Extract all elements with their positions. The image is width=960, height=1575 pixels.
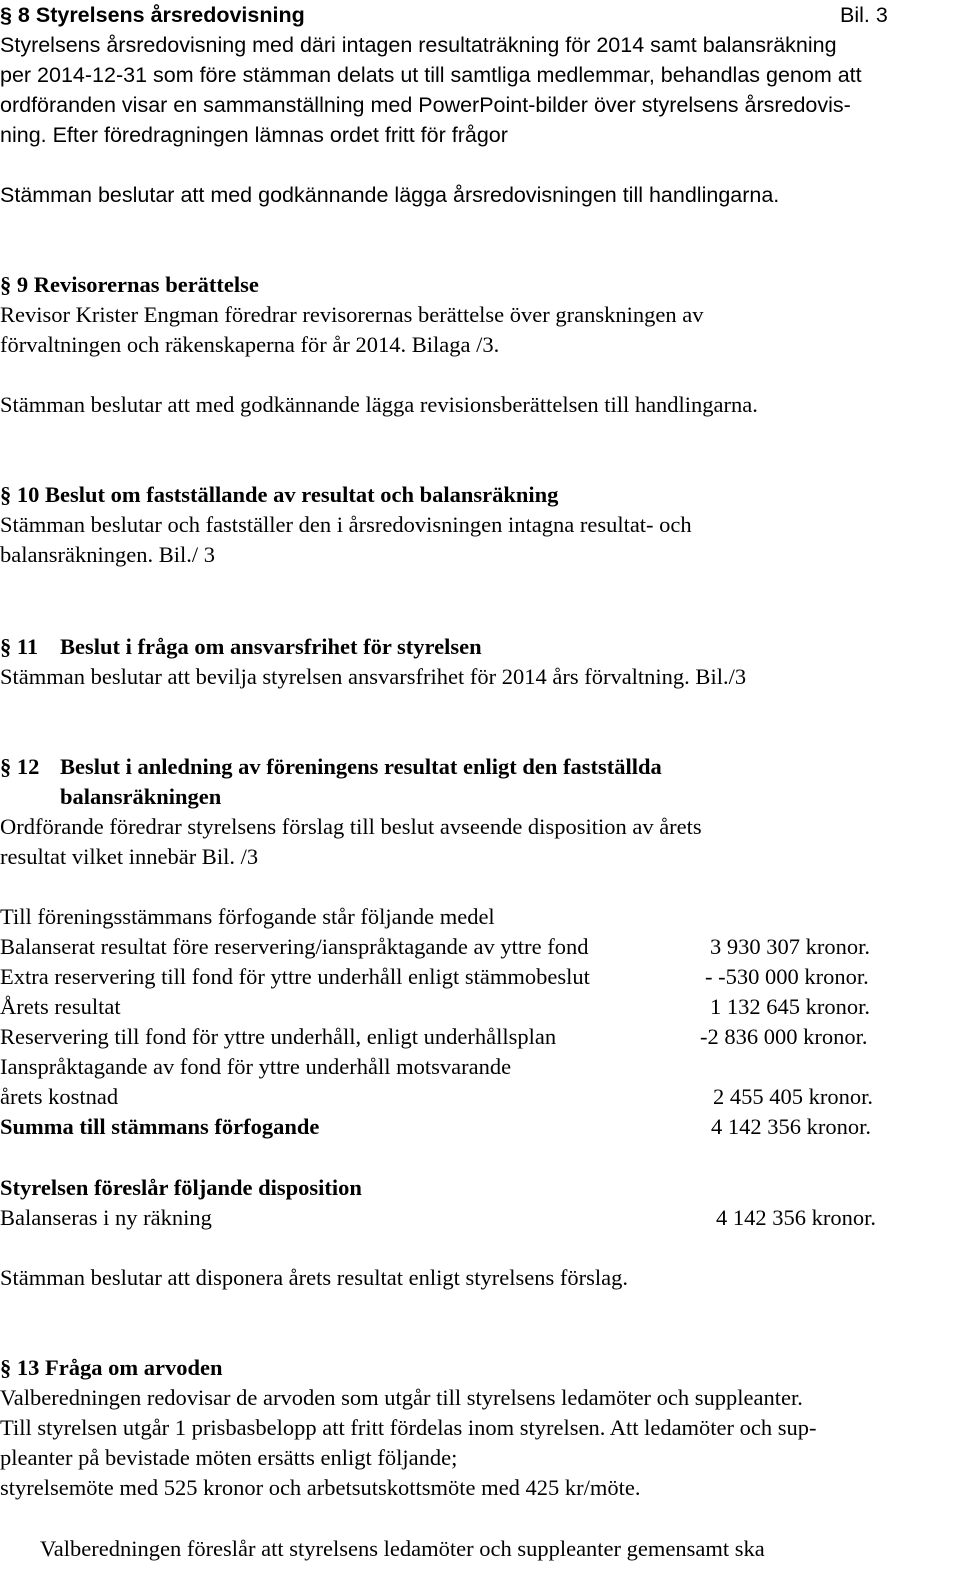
section-8-decision: Stämman beslutar att med godkännande lägga årsredovisningen till handlingarna. (0, 183, 780, 207)
section-12-title: Beslut i anledning av föreningens resultat enligt den fastställda (60, 754, 662, 779)
funds-row-label: årets kostnad (0, 1084, 119, 1109)
section-8-text-line: per 2014-12-31 som före stämman delats ut till samtliga medlemmar, behandlas genom att (0, 63, 862, 87)
section-9-text-line: förvaltningen och räkenskaperna för år 2014. Bilaga /3. (0, 332, 500, 357)
section-8-text-line: Styrelsens årsredovisning med däri intagen resultaträkning för 2014 samt balansräkning (0, 33, 837, 57)
section-13-text-line: pleanter på bevistade möten ersätts enligt följande; (0, 1445, 458, 1470)
funds-intro: Till föreningsstämmans förfogande står följande medel (0, 904, 495, 929)
section-9-decision: Stämman beslutar att med godkännande lägga revisionsberättelsen till handlingarna. (0, 392, 758, 417)
funds-row-value: 3 930 307 kronor. (710, 934, 870, 959)
funds-row-value: 1 132 645 kronor. (710, 994, 870, 1019)
funds-row-value: - -530 000 kronor. (705, 964, 869, 989)
funds-row-value: -2 836 000 kronor. (700, 1024, 868, 1049)
section-12-text-line: Ordförande föredrar styrelsens förslag till beslut avseende disposition av årets (0, 814, 702, 839)
section-12-decision: Stämman beslutar att disponera årets resultat enligt styrelsens förslag. (0, 1265, 628, 1290)
funds-sum-value: 4 142 356 kronor. (711, 1114, 871, 1139)
section-13-text-line: styrelsemöte med 525 kronor och arbetsutskottsmöte med 425 kr/möte. (0, 1475, 641, 1500)
section-8-text-line: ning. Efter föredragningen lämnas ordet fritt för frågor (0, 123, 508, 147)
section-12-text-line: resultat vilket innebär Bil. /3 (0, 844, 259, 869)
funds-row-label: Balanserat resultat före reservering/ianspråktagande av yttre fond (0, 934, 589, 959)
section-11-number: § 11 (0, 634, 39, 659)
section-11-title: Beslut i fråga om ansvarsfrihet för styrelsen (60, 634, 482, 659)
section-13-text-line: Valberedningen föreslår att styrelsens ledamöter och suppleanter gemensamt ska (40, 1536, 765, 1561)
section-9-heading: § 9 Revisorernas berättelse (0, 272, 259, 297)
section-12-number: § 12 (0, 754, 40, 779)
funds-row-label: Årets resultat (0, 994, 121, 1019)
section-13-text-line: Till styrelsen utgår 1 prisbasbelopp att fritt fördelas inom styrelsen. Att ledamöter och sup- (0, 1415, 817, 1440)
section-8-heading: § 8 Styrelsens årsredovisning (0, 3, 305, 27)
funds-row-label: Extra reservering till fond för yttre underhåll enligt stämmobeslut (0, 964, 590, 989)
proposal-value: 4 142 356 kronor. (716, 1205, 876, 1230)
section-10-text-line: balansräkningen. Bil./ 3 (0, 542, 215, 567)
section-8-attachment: Bil. 3 (840, 3, 888, 27)
section-11-text-line: Stämman beslutar att bevilja styrelsen ansvarsfrihet för 2014 års förvaltning. Bil./3 (0, 664, 747, 689)
section-9-text-line: Revisor Krister Engman föredrar revisorernas berättelse över granskningen av (0, 302, 704, 327)
section-11-heading (0, 632, 482, 662)
funds-row-label: Reservering till fond för yttre underhåll, enligt underhållsplan (0, 1024, 557, 1049)
section-12-heading (0, 752, 662, 782)
section-13-heading: § 13 Fråga om arvoden (0, 1355, 223, 1380)
proposal-heading: Styrelsen föreslår följande disposition (0, 1175, 362, 1200)
funds-row-label: Ianspråktagande av fond för yttre underhåll motsvarande (0, 1054, 512, 1079)
section-13-text-line: Valberedningen redovisar de arvoden som utgår till styrelsens ledamöter och suppleanter. (0, 1385, 803, 1410)
section-10-text-line: Stämman beslutar och fastställer den i årsredovisningen intagna resultat- och (0, 512, 692, 537)
section-10-heading: § 10 Beslut om fastställande av resultat och balansräkning (0, 482, 559, 507)
funds-sum-label: Summa till stämmans förfogande (0, 1114, 320, 1139)
funds-row-value: 2 455 405 kronor. (713, 1084, 873, 1109)
section-8-text-line: ordföranden visar en sammanställning med PowerPoint-bilder över styrelsens årsredovis- (0, 93, 851, 117)
proposal-label: Balanseras i ny räkning (0, 1205, 212, 1230)
section-12-heading-cont: balansräkningen (60, 784, 222, 809)
